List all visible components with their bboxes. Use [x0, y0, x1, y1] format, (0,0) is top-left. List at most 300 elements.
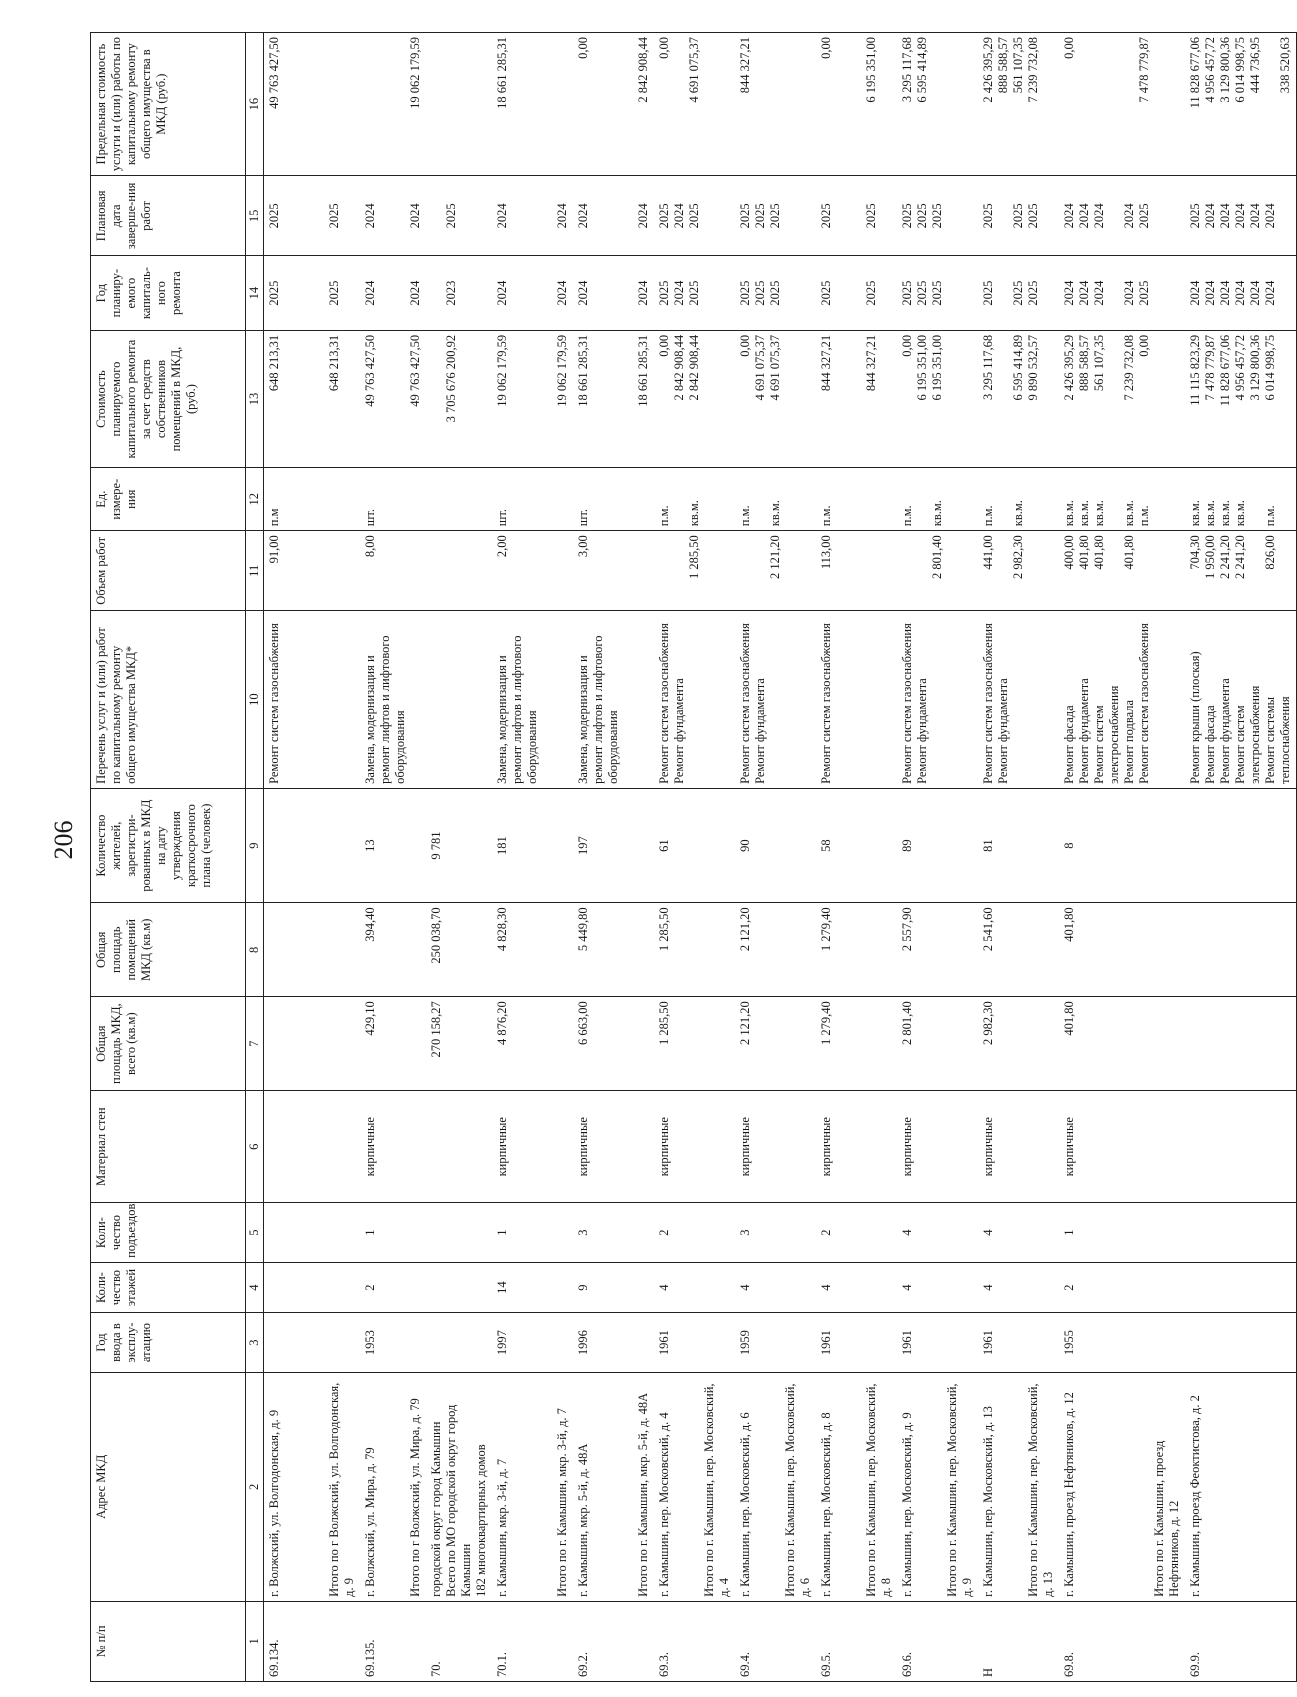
address-line	[930, 1377, 945, 1597]
unit-line: п.м.	[657, 505, 671, 527]
planned-year-cell	[360, 256, 426, 330]
repair-cost-line: 4 691 075,37	[753, 334, 767, 401]
entrances-cell: 3	[573, 1203, 654, 1263]
completion-date-line: 2025	[900, 203, 914, 229]
works-list-cell	[573, 611, 654, 788]
planned-year-line: 2025	[327, 280, 341, 306]
header-cell: Объем работ	[91, 531, 246, 611]
limit-cost-line: 18 661 285,31	[495, 37, 509, 109]
limit-cost-line: 2 842 908,44	[636, 37, 650, 103]
work-volume-line: 113,00	[819, 535, 833, 570]
limit-cost-line: 49 763 427,50	[267, 37, 281, 109]
residents-cell: 61	[654, 788, 735, 903]
year-built-cell: 1953	[360, 1313, 426, 1373]
entrances-cell: 4	[978, 1203, 1059, 1263]
works-list-line: Ремонт систем газоснабжения	[819, 623, 833, 784]
header-cell: Стоимость планируемого капитального ремонта за счет средств собственников помещений в МКД, (руб.)	[91, 330, 246, 467]
unit-line: кв.м.	[687, 500, 701, 527]
completion-date-line	[525, 180, 540, 251]
limit-cost-line	[672, 37, 687, 171]
repair-cost-line: 2 842 908,44	[687, 334, 701, 401]
unit-cell	[897, 468, 978, 531]
planned-year-line: 2024	[555, 280, 569, 306]
limit-cost-line	[849, 37, 864, 171]
wall-material-cell: кирпичные	[735, 1091, 816, 1203]
limit-cost-line: 888 588,57	[996, 37, 1010, 94]
unit-line: п.м.	[738, 505, 752, 527]
row-number-cell: 69.5.	[816, 1601, 897, 1681]
limit-cost-line	[834, 37, 849, 171]
total-area-cell: 2 121,20	[735, 997, 816, 1091]
address-line	[1107, 1377, 1122, 1597]
unit-cell	[264, 468, 361, 531]
repair-cost-line: 7 478 779,87	[1203, 334, 1217, 401]
completion-date-line: 2025	[444, 203, 458, 229]
repair-cost-line: 561 107,35	[1092, 334, 1106, 392]
works-list-cell	[426, 611, 492, 788]
unit-line: п.м	[267, 508, 281, 527]
completion-date-cell	[978, 176, 1059, 256]
completion-date-cell	[426, 176, 492, 256]
unit-cell	[735, 468, 816, 531]
repair-cost-line	[312, 335, 327, 463]
work-volume-cell	[816, 531, 897, 611]
floors-cell: 4	[816, 1262, 897, 1312]
completion-date-line: 2024	[1263, 203, 1277, 229]
limit-cost-cell	[816, 33, 897, 176]
planned-year-line: 2024	[1218, 280, 1232, 306]
work-volume-line	[738, 535, 753, 606]
planned-year-line: 2024	[1203, 280, 1217, 306]
completion-date-line: 2025	[819, 203, 833, 229]
year-built-cell: 1961	[816, 1313, 897, 1373]
address-line: г. Камышин, проезд Феоктистова, д. 2	[1188, 1395, 1202, 1597]
works-list-line: Замена, модернизация и ремонт лифтов и лифтового оборудования	[495, 635, 539, 784]
unit-line	[1248, 472, 1263, 526]
address-cell	[735, 1372, 816, 1601]
repair-cost-cell	[654, 330, 735, 467]
works-list-line: Ремонт системы теплоснабжения	[1263, 696, 1292, 784]
completion-date-line: 2024	[408, 203, 422, 229]
repair-cost-line: 648 213,31	[327, 334, 341, 392]
planned-year-cell	[492, 256, 573, 330]
unit-line: кв.м.	[1203, 500, 1217, 527]
address-line: г. Камышин, пер. Московский, д. 13	[981, 1406, 995, 1597]
total-area-cell: 2 982,30	[978, 997, 1059, 1091]
planned-year-line: 2025	[864, 280, 878, 306]
column-number: 14	[246, 256, 264, 330]
wall-material-cell: кирпичные	[654, 1091, 735, 1203]
entrances-cell: 2	[816, 1203, 897, 1263]
address-line	[393, 1377, 408, 1597]
limit-cost-cell	[264, 33, 361, 176]
work-volume-line: 2 801,40	[930, 535, 944, 579]
limit-cost-line: 0,00	[576, 37, 590, 59]
floors-cell: 4	[654, 1262, 735, 1312]
limit-cost-line: 6 595 414,89	[915, 37, 929, 103]
work-volume-cell	[1185, 531, 1297, 611]
works-list-line: Ремонт систем электроснабжения	[1233, 685, 1262, 784]
table-row	[816, 33, 897, 1682]
residents-cell	[264, 788, 361, 903]
header-cell: Год планиру-емого капиталь-ного ремонта	[91, 256, 246, 330]
planned-year-line	[282, 260, 297, 325]
work-volume-cell	[360, 531, 426, 611]
address-line: Итого по г. Камышин, проезд Нефтяников, д. 12	[1152, 1440, 1181, 1597]
limit-cost-line	[621, 37, 636, 171]
works-list-cell	[735, 611, 816, 788]
row-number-cell: Н	[978, 1601, 1059, 1681]
planned-year-line: 2024	[408, 280, 422, 306]
unit-cell	[1185, 468, 1297, 531]
planned-year-cell	[426, 256, 492, 330]
floors-cell	[426, 1262, 492, 1312]
limit-cost-line	[378, 37, 393, 171]
works-list-cell	[1185, 611, 1297, 788]
premises-area-cell: 401,80	[1059, 903, 1185, 997]
completion-date-line	[621, 180, 636, 251]
completion-date-line: 2025	[657, 203, 671, 229]
work-volume-line: 1 285,50	[687, 535, 701, 579]
address-line	[378, 1377, 393, 1597]
completion-date-line: 2024	[1122, 203, 1136, 229]
floors-cell: 2	[360, 1262, 426, 1312]
work-volume-line: 2 982,30	[1011, 535, 1025, 579]
completion-date-line: 2024	[1233, 203, 1247, 229]
row-number-cell: 70.1.	[492, 1601, 573, 1681]
works-list-line: Ремонт фасада	[1203, 705, 1217, 784]
limit-cost-line	[1077, 37, 1092, 171]
planned-year-cell	[816, 256, 897, 330]
completion-date-line: 2025	[915, 203, 929, 229]
unit-line: шт.	[363, 508, 377, 527]
address-line: Итого по г Волжский, ул. Мира, д. 79	[408, 1398, 422, 1597]
floors-cell: 14	[492, 1262, 573, 1312]
limit-cost-line: 7 239 732,08	[1026, 37, 1040, 103]
limit-cost-cell	[1185, 33, 1297, 176]
completion-date-cell	[1059, 176, 1185, 256]
completion-date-line	[393, 180, 408, 251]
entrances-cell	[1185, 1203, 1297, 1263]
repair-cost-cell	[1059, 330, 1185, 467]
address-cell	[426, 1372, 492, 1601]
floors-cell	[1185, 1262, 1297, 1312]
planned-year-line	[606, 260, 621, 325]
work-volume-cell	[492, 531, 573, 611]
total-area-cell: 270 158,27	[426, 997, 492, 1091]
planned-year-line: 2024	[1122, 280, 1136, 306]
limit-cost-line: 2 426 395,29	[981, 37, 995, 103]
row-number-cell: 69.6.	[897, 1601, 978, 1681]
limit-cost-line: 561 107,35	[1011, 37, 1025, 94]
completion-date-cell	[492, 176, 573, 256]
premises-area-cell: 2 557,90	[897, 903, 978, 997]
table-row	[897, 33, 978, 1682]
work-volume-line: 400,00	[1062, 535, 1076, 570]
works-list-line: Ремонт фундамента	[753, 678, 767, 784]
works-list-cell	[360, 611, 426, 788]
completion-date-line	[312, 180, 327, 251]
total-area-cell: 1 285,50	[654, 997, 735, 1091]
planned-year-line: 2024	[1263, 280, 1277, 306]
repair-cost-line: 648 213,31	[267, 334, 281, 392]
unit-line: кв.м.	[1062, 500, 1076, 527]
completion-date-line: 2024	[495, 203, 509, 229]
repair-cost-line	[849, 335, 864, 463]
address-cell	[1185, 1372, 1297, 1601]
repair-cost-line	[621, 335, 636, 463]
works-list-cell	[897, 611, 978, 788]
unit-line: шт.	[495, 508, 509, 527]
address-cell	[264, 1372, 361, 1601]
planned-year-cell	[897, 256, 978, 330]
premises-area-cell: 2 541,60	[978, 903, 1059, 997]
repair-cost-line: 3 705 676 200,92	[444, 334, 458, 423]
row-number-cell: 69.9.	[1185, 1601, 1297, 1681]
address-line	[996, 1377, 1011, 1597]
row-number-cell: 70.	[426, 1601, 492, 1681]
work-volume-line: 2,00	[495, 535, 509, 558]
wall-material-cell: кирпичные	[897, 1091, 978, 1203]
unit-line	[996, 472, 1011, 526]
address-cell	[816, 1372, 897, 1601]
address-line: Итого по г. Камышин, пер. Московский, д. 8	[864, 1383, 893, 1597]
completion-date-line: 2024	[363, 203, 377, 229]
planned-year-line	[1107, 260, 1122, 325]
address-line	[768, 1377, 783, 1597]
row-number-cell: 69.3.	[654, 1601, 735, 1681]
works-list-line: Ремонт крыши (плоская)	[1188, 651, 1202, 784]
column-number: 7	[246, 997, 264, 1091]
address-line	[1092, 1377, 1107, 1597]
completion-date-line	[282, 180, 297, 251]
entrances-cell: 3	[735, 1203, 816, 1263]
limit-cost-line	[591, 37, 606, 171]
planned-year-line: 2025	[900, 280, 914, 306]
repair-cost-line	[591, 335, 606, 463]
address-line	[1137, 1377, 1152, 1597]
column-number: 15	[246, 176, 264, 256]
address-line	[1122, 1377, 1137, 1597]
residents-cell: 181	[492, 788, 573, 903]
planned-year-line: 2025	[267, 280, 281, 306]
address-line	[834, 1377, 849, 1597]
limit-cost-line	[363, 37, 378, 171]
planned-year-line: 2024	[363, 280, 377, 306]
header-cell: Материал стен	[91, 1091, 246, 1203]
address-line	[621, 1377, 636, 1597]
address-line	[510, 1377, 525, 1597]
repair-cost-line: 6 014 998,75	[1263, 334, 1277, 401]
work-volume-line	[657, 535, 672, 606]
completion-date-cell	[1185, 176, 1297, 256]
works-list-cell	[654, 611, 735, 788]
address-line: Всего по МО городской округ город Камышин	[444, 1404, 473, 1597]
limit-cost-line	[1107, 37, 1122, 171]
unit-line: кв.м.	[1092, 500, 1106, 527]
works-list-line: Ремонт фасада	[1062, 705, 1076, 784]
limit-cost-line: 6 014 998,75	[1233, 37, 1247, 103]
repair-cost-line: 888 588,57	[1077, 334, 1091, 392]
header-cell: Год ввода в эксплу-атацию	[91, 1313, 246, 1373]
repair-cost-line: 844 327,21	[819, 334, 833, 392]
work-volume-cell	[978, 531, 1059, 611]
works-list-line: Ремонт фундамента	[1218, 678, 1232, 784]
repair-cost-line: 19 062 179,59	[555, 334, 569, 407]
repair-cost-cell	[426, 330, 492, 467]
entrances-cell: 2	[654, 1203, 735, 1263]
header-cell: Перечень услуг и (или) работ по капитальному ремонту общего имущества МКД*	[91, 611, 246, 788]
header-cell: Плановая дата заверше-ния работ	[91, 176, 246, 256]
year-built-cell	[1185, 1313, 1297, 1373]
header-cell: № п/п	[91, 1601, 246, 1681]
planned-year-line: 2024	[1092, 280, 1106, 306]
table-row	[573, 33, 654, 1682]
completion-date-line	[297, 180, 312, 251]
planned-year-line: 2023	[444, 280, 458, 306]
table-body	[264, 33, 1297, 1682]
total-area-cell: 401,80	[1059, 997, 1185, 1091]
unit-cell	[360, 468, 426, 531]
repair-cost-line: 2 426 395,29	[1062, 334, 1076, 401]
completion-date-cell	[654, 176, 735, 256]
total-area-cell: 429,10	[360, 997, 426, 1091]
limit-cost-line	[429, 37, 444, 171]
unit-line: кв.м.	[1188, 500, 1202, 527]
year-built-cell	[426, 1313, 492, 1373]
completion-date-line	[378, 180, 393, 251]
residents-cell: 8	[1059, 788, 1185, 903]
header-cell: Общая площадь помещений МКД (кв.м)	[91, 903, 246, 997]
planned-year-line: 2025	[915, 280, 929, 306]
address-line: г. Камышин, мкр. 5-й, д. 48А	[576, 1443, 590, 1597]
completion-date-line	[1107, 180, 1122, 251]
repair-cost-line: 7 239 732,08	[1122, 334, 1136, 401]
rotated-page	[90, 32, 1292, 1682]
planned-year-cell	[1185, 256, 1297, 330]
table-row	[978, 33, 1059, 1682]
work-volume-cell	[735, 531, 816, 611]
repair-cost-line: 6 195 351,00	[915, 334, 929, 401]
unit-line: кв.м.	[1011, 500, 1025, 527]
works-list-cell	[978, 611, 1059, 788]
address-line	[591, 1377, 606, 1597]
works-list-line: Замена, модернизация и ремонт лифтов и лифтового оборудования	[363, 635, 407, 784]
table-row	[360, 33, 426, 1682]
completion-date-line: 2024	[555, 203, 569, 229]
premises-area-cell: 1 279,40	[816, 903, 897, 997]
wall-material-cell	[1185, 1091, 1297, 1203]
entrances-cell: 1	[1059, 1203, 1185, 1263]
completion-date-line: 2024	[672, 203, 686, 229]
address-line	[606, 1377, 621, 1597]
repair-cost-line: 0,00	[900, 334, 914, 357]
work-volume-line: 2 121,20	[768, 535, 782, 579]
limit-cost-line: 4 956 457,72	[1203, 37, 1217, 103]
limit-cost-cell	[1059, 33, 1185, 176]
column-number: 6	[246, 1091, 264, 1203]
completion-date-cell	[816, 176, 897, 256]
column-number: 10	[246, 611, 264, 788]
repair-cost-cell	[735, 330, 816, 467]
entrances-cell: 1	[360, 1203, 426, 1263]
repair-cost-cell	[264, 330, 361, 467]
completion-date-line: 2024	[636, 203, 650, 229]
completion-date-line: 2024	[1218, 203, 1232, 229]
planned-year-line	[591, 260, 606, 325]
table-row	[1059, 33, 1185, 1682]
residents-cell: 81	[978, 788, 1059, 903]
planned-year-line: 2025	[687, 280, 701, 306]
premises-area-cell	[264, 903, 361, 997]
repair-cost-cell	[816, 330, 897, 467]
planned-year-line: 2024	[1077, 280, 1091, 306]
repair-cost-line: 6 595 414,89	[1011, 334, 1025, 401]
limit-cost-line: 11 828 677,06	[1188, 37, 1202, 109]
repair-cost-line	[429, 335, 444, 463]
limit-cost-cell	[654, 33, 735, 176]
repair-cost-line: 4 956 457,72	[1233, 334, 1247, 401]
address-line	[312, 1377, 327, 1597]
planned-year-cell	[735, 256, 816, 330]
address-line	[297, 1377, 312, 1597]
total-area-cell	[264, 997, 361, 1091]
repair-cost-cell	[1185, 330, 1297, 467]
work-volume-line	[1248, 535, 1263, 606]
year-built-cell	[264, 1313, 361, 1373]
repair-cost-cell	[492, 330, 573, 467]
limit-cost-line: 0,00	[819, 37, 833, 59]
works-list-line: Ремонт систем газоснабжения	[657, 623, 671, 784]
repair-cost-line: 0,00	[1137, 334, 1151, 357]
work-volume-line: 8,00	[363, 535, 377, 558]
address-cell	[654, 1372, 735, 1601]
entrances-cell	[264, 1203, 361, 1263]
works-list-line: Ремонт фундамента	[672, 678, 686, 784]
planned-year-line	[621, 260, 636, 325]
completion-date-line: 2025	[753, 203, 767, 229]
address-line	[1077, 1377, 1092, 1597]
repair-cost-line	[297, 335, 312, 463]
address-line: Итого по г Волжский, ул. Волгодонская, д. 9	[327, 1382, 356, 1597]
unit-cell	[492, 468, 573, 531]
planned-year-line	[312, 260, 327, 325]
planned-year-line: 2024	[1233, 280, 1247, 306]
repair-cost-line: 844 327,21	[864, 334, 878, 392]
completion-date-line: 2025	[327, 203, 341, 229]
address-line: г. Камышин, пер. Московский, д. 9	[900, 1412, 914, 1597]
limit-cost-cell	[426, 33, 492, 176]
works-list-cell	[492, 611, 573, 788]
unit-line: кв.м.	[1122, 500, 1136, 527]
column-number: 5	[246, 1203, 264, 1263]
planned-year-line	[378, 260, 393, 325]
total-area-cell: 6 663,00	[573, 997, 654, 1091]
work-volume-line: 91,00	[267, 535, 281, 564]
planned-year-line: 2025	[819, 280, 833, 306]
planned-year-cell	[978, 256, 1059, 330]
works-list-line: Ремонт фундамента	[996, 678, 1010, 784]
work-volume-line: 1 950,00	[1203, 535, 1217, 579]
row-number-cell: 69.134.	[264, 1601, 361, 1681]
completion-date-line: 2025	[1137, 203, 1151, 229]
floors-cell: 4	[897, 1262, 978, 1312]
work-volume-cell	[897, 531, 978, 611]
row-number-cell: 69.135.	[360, 1601, 426, 1681]
completion-date-line	[591, 180, 606, 251]
work-volume-cell	[573, 531, 654, 611]
premises-area-cell: 1 285,50	[654, 903, 735, 997]
